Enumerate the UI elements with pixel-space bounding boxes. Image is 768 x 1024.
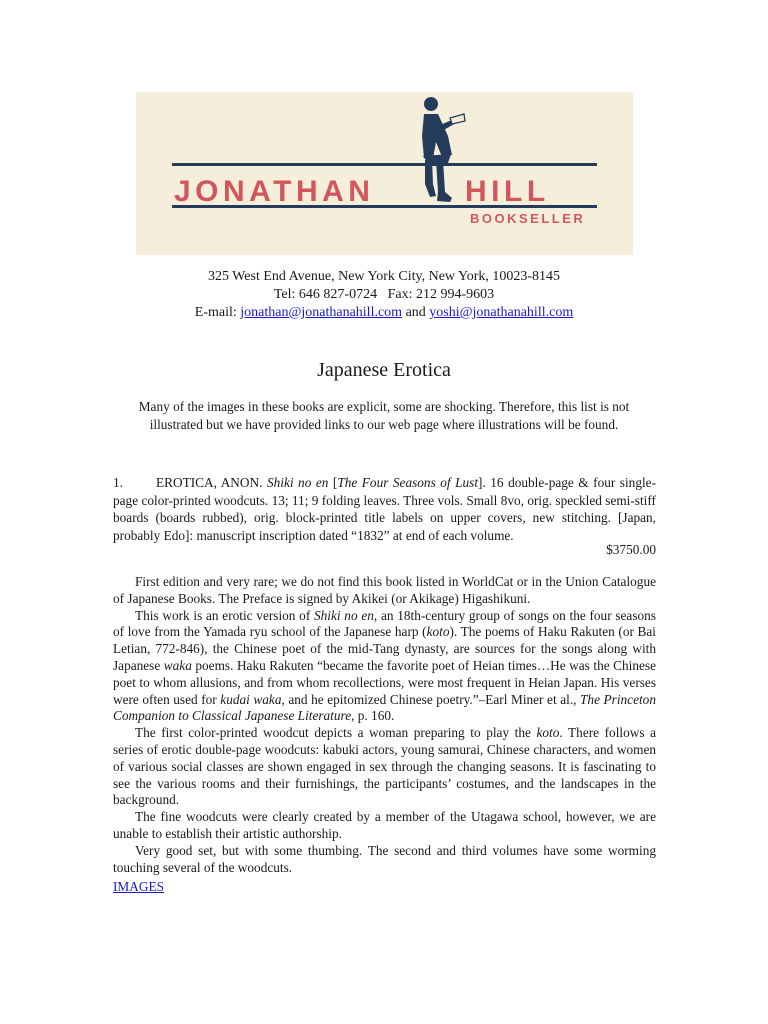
email-separator: and	[402, 305, 430, 320]
email-link-jonathan[interactable]: jonathan@jonathanahill.com	[240, 305, 403, 320]
p2-italic-b: Shiki no en	[313, 607, 374, 623]
entry-description	[113, 574, 656, 876]
entry-title: Shiki no en	[266, 475, 329, 490]
entry-author: EROTICA, ANON.	[156, 475, 263, 490]
p2-text-g: poems. Haku Rakuten “became the favorite poet of Heian times…He was the Chinese poet to whom allusions, and from whom recollections, were most frequent in Heian Japan. His verses were often used for	[113, 657, 656, 707]
logo-first-name: JONATHAN	[174, 175, 375, 208]
description-paragraph-5: Very good set, but with some thumbing. The second and third volumes have some worming touching several of the woodcuts.	[113, 842, 656, 875]
entry-bracket-close: ].	[478, 475, 486, 490]
p2-italic-f: waka	[163, 657, 192, 673]
email-link-yoshi[interactable]: yoshi@jonathanahill.com	[429, 305, 574, 320]
entry-bracket-open: [	[328, 475, 338, 490]
entry-number: 1.	[113, 475, 123, 490]
p2-italic-d: koto	[426, 624, 450, 640]
bookseller-logo	[136, 92, 633, 255]
p2-text-a: This work is an erotic version of	[135, 607, 314, 623]
p2-text-k: , p. 160.	[351, 708, 395, 724]
entry-price: $3750.00	[606, 542, 656, 557]
p2-text-i: , and he epitomized Chinese poetry.”–Earl Miner et al.,	[281, 691, 581, 707]
logo-top-rule	[172, 163, 597, 166]
p2-text-e: ). The poems of Haku Rakuten (or Bai Letian, 772-846), the Chinese poet of the mid-Tang dynasty, are sources for the songs along with Japanese	[113, 624, 656, 673]
p3-italic-b: koto	[536, 725, 560, 741]
p2-italic-j: The Princeton Companion to Classical Japanese Literature	[113, 691, 656, 724]
entry-details: 16 double-page & four single-page color-printed woodcuts. 13; 11; 9 folding leaves. Three vols. Small 8vo, orig. speckled semi-stiff boards (boards rubbed), orig. block-printed title labels on upper covers, new stitching. [Japan, probably Edo]: manuscript inscription dated “1832” at end of each volume.	[113, 475, 657, 543]
p3-text-a: The first color-printed woodcut depicts a woman preparing to play the	[135, 725, 537, 741]
email-line	[0, 304, 768, 322]
p2-italic-h: kudai waka	[220, 691, 282, 707]
p2-text-c: , an 18th-century group of songs on the four seasons of love from the Yamada ryu school of the Japanese harp (	[113, 607, 656, 640]
intro-note: Many of the images in these books are explicit, some are shocking. Therefore, this list is not illustrated but we have provided links to our web page where illustrations will be found.	[138, 399, 630, 432]
images-link[interactable]: IMAGES	[113, 879, 164, 894]
entry-translation: The Four Seasons of Lust	[337, 475, 479, 490]
catalogue-entry	[113, 474, 656, 544]
address-line: 325 West End Avenue, New York City, New York, 10023-8145	[207, 269, 561, 284]
page-title: Japanese Erotica	[317, 359, 451, 381]
logo-subtitle: BOOKSELLER	[470, 211, 586, 226]
description-paragraph-4: The fine woodcuts were clearly created by a member of the Utagawa school, however, we are unable to establish their artistic authorship.	[113, 809, 656, 841]
description-paragraph-3	[113, 725, 656, 809]
phone-line: Tel: 646 827-0724 Fax: 212 994-9603	[273, 287, 495, 302]
p3-text-c: . There follows a series of erotic double-page woodcuts: kabuki actors, young samurai, Chinese characters, and women of various social classes are shown engaged in sex through the changing seasons. It is fascinating to see the various rooms and their furnishings, the participants’ costumes, and the landscapes in the background.	[113, 725, 656, 808]
logo-last-name: HILL	[465, 175, 550, 208]
description-paragraph-2	[113, 608, 656, 726]
email-prefix: E-mail:	[194, 305, 241, 320]
description-paragraph-1: First edition and very rare; we do not find this book listed in WorldCat or in the Union Catalogue of Japanese Books. The Preface is signed by Akikei (or Akikage) Higashikuni.	[113, 574, 656, 606]
reading-man-icon	[422, 97, 465, 202]
